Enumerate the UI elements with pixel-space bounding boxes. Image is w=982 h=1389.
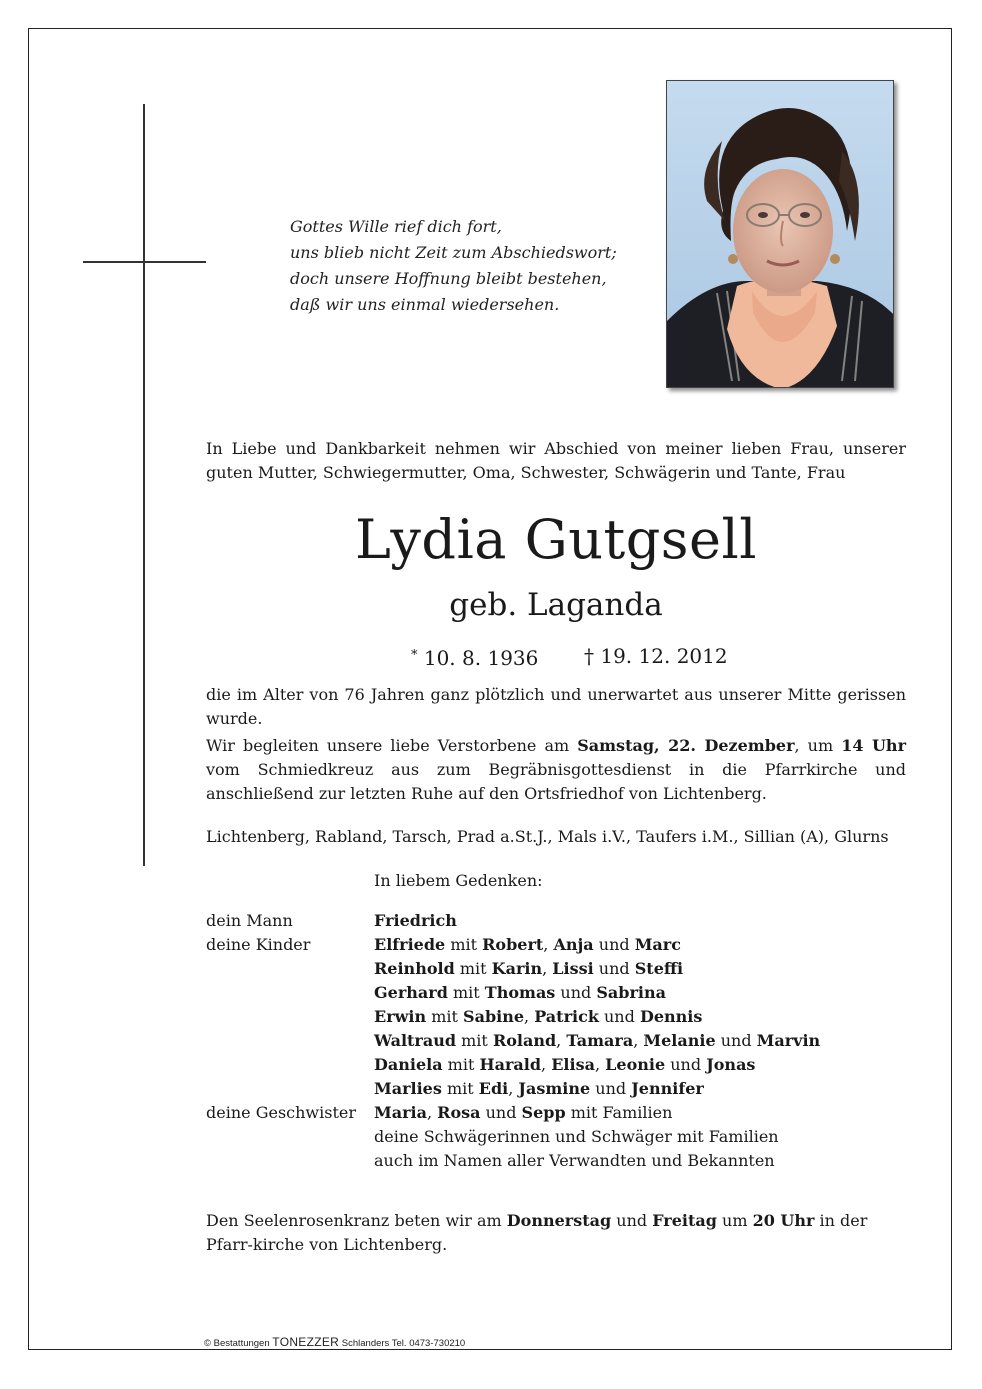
family-row-child (206, 1077, 906, 1101)
text-span: Wir begleiten unsere liebe Verstorbene am (206, 736, 578, 755)
text-span: und (611, 1211, 653, 1230)
sibling-name: Maria (374, 1103, 427, 1122)
family-value (374, 1053, 755, 1077)
family-row-child (206, 957, 906, 981)
separator: , (541, 1055, 547, 1074)
family-row-child (206, 1029, 906, 1053)
family-row-relatives (206, 1149, 906, 1173)
family-row-child (206, 1053, 906, 1077)
separator: , (633, 1031, 639, 1050)
maiden-name: geb. Laganda (449, 587, 663, 623)
connector: und (598, 959, 630, 978)
grandchild-name: Tamara (566, 1031, 634, 1050)
connector: und (670, 1055, 702, 1074)
poem-line: uns blieb nicht Zeit zum Abschiedswort; (290, 243, 617, 262)
grandchild-name: Robert (482, 935, 544, 954)
grandchild-name: Thomas (484, 983, 556, 1002)
rosary-day: Freitag (652, 1211, 717, 1230)
family-value (374, 1029, 820, 1053)
family-label: deine Kinder (206, 935, 311, 954)
connector: mit (450, 935, 478, 954)
grandchild-name: Sabrina (596, 983, 666, 1002)
portrait-illustration (667, 81, 894, 388)
family-value: deine Schwägerinnen und Schwäger mit Familien (374, 1127, 779, 1146)
connector: mit (447, 1055, 475, 1074)
child-name: Reinhold (374, 959, 455, 978)
connector: und (598, 935, 630, 954)
family-value (374, 957, 683, 981)
death-date (584, 643, 728, 669)
grandchild-name: Sabine (463, 1007, 525, 1026)
funeral-paragraph (206, 734, 906, 806)
text-span: um (716, 1211, 753, 1230)
connector: mit (431, 1007, 458, 1026)
grandchild-name: Marc (634, 935, 681, 954)
husband-name: Friedrich (374, 911, 457, 930)
family-row-siblings (206, 1101, 906, 1125)
passing-paragraph: die im Alter von 76 Jahren ganz plötzlich und unerwartet aus unserer Mitte gerissen wurde. (206, 685, 906, 728)
family-value (374, 981, 666, 1005)
grandchild-name: Edi (478, 1079, 509, 1098)
life-dates (206, 643, 906, 669)
cross-icon-vertical (143, 104, 145, 866)
family-row-child (206, 1005, 906, 1029)
family-row-child (206, 933, 906, 957)
connector: und (485, 1103, 517, 1122)
separator: , (524, 1007, 530, 1026)
grandchild-name: Leonie (605, 1055, 666, 1074)
connector: und (595, 1079, 627, 1098)
separator: , (426, 1103, 433, 1122)
family-value (374, 933, 681, 957)
death-symbol: † (584, 644, 594, 668)
portrait-photo (666, 80, 894, 388)
cross-icon-horizontal (83, 261, 206, 263)
family-row-inlaws (206, 1125, 906, 1149)
connector: mit (459, 959, 487, 978)
child-name: Erwin (374, 1007, 427, 1026)
deceased-name: Lydia Gutgsell (354, 508, 757, 571)
funeral-home-brand: TONEZZER (272, 1335, 340, 1349)
rosary-time: 20 Uhr (752, 1211, 815, 1230)
grandchild-name: Patrick (534, 1007, 599, 1026)
sibling-name: Rosa (437, 1103, 481, 1122)
connector: mit (452, 983, 480, 1002)
text-span: , um (794, 736, 842, 755)
family-row-husband (206, 909, 906, 933)
child-name: Marlies (374, 1079, 442, 1098)
connector: und (720, 1031, 752, 1050)
funeral-home-footer (204, 1335, 465, 1349)
child-name: Daniela (374, 1055, 443, 1074)
family-value (374, 1101, 672, 1125)
family-value (374, 1005, 702, 1029)
separator: , (508, 1079, 514, 1098)
sibling-name: Sepp (521, 1103, 566, 1122)
grandchild-name: Melanie (643, 1031, 716, 1050)
connector: mit (461, 1031, 488, 1050)
grandchild-name: Elisa (551, 1055, 595, 1074)
remembrance-heading: In liebem Gedenken: (374, 871, 543, 890)
separator: , (556, 1031, 562, 1050)
rosary-day: Donnerstag (506, 1211, 612, 1230)
footer-prefix: © Bestattungen (204, 1338, 270, 1349)
connector: und (604, 1007, 635, 1026)
poem-line: Gottes Wille rief dich fort, (290, 217, 502, 236)
footer-contact: Schlanders Tel. 0473-730210 (341, 1338, 466, 1349)
grandchild-name: Lissi (552, 959, 594, 978)
grandchild-name: Jasmine (518, 1079, 591, 1098)
connector: mit (446, 1079, 474, 1098)
grandchild-name: Jennifer (631, 1079, 704, 1098)
intro-text: In Liebe und Dankbarkeit nehmen wir Abschied von meiner lieben Frau, unserer guten Mutter, Schwiegermutter, Oma, Schwester, Schwägerin und Tante, Frau (206, 439, 906, 482)
grandchild-name: Harald (479, 1055, 542, 1074)
birth-date (411, 643, 538, 671)
separator: , (542, 959, 548, 978)
rosary-paragraph (206, 1209, 906, 1257)
birth-symbol: * (411, 648, 418, 663)
grandchild-name: Karin (491, 959, 543, 978)
family-row-child (206, 981, 906, 1005)
grandchild-name: Jonas (706, 1055, 756, 1074)
family-label: deine Geschwister (206, 1103, 356, 1122)
family-value (374, 909, 457, 933)
grandchild-name: Steffi (634, 959, 684, 978)
text-span: in der Pfarr-kirche von Lichtenberg. (206, 1211, 868, 1254)
family-label: dein Mann (206, 911, 293, 930)
death-date-value: 19. 12. 2012 (600, 644, 728, 668)
funeral-date: Samstag, 22. Dezember (577, 736, 795, 755)
grandchild-name: Anja (553, 935, 594, 954)
separator: , (543, 935, 549, 954)
poem-line: daß wir uns einmal wiedersehen. (290, 295, 560, 314)
places-line: Lichtenberg, Rabland, Tarsch, Prad a.St.J., Mals i.V., Taufers i.M., Sillian (A), Glurns (206, 827, 889, 846)
connector: und (560, 983, 592, 1002)
text-span: Den Seelenrosenkranz beten wir am (206, 1211, 507, 1230)
grandchild-name: Marvin (756, 1031, 821, 1050)
child-name: Waltraud (374, 1031, 457, 1050)
child-name: Elfriede (374, 935, 446, 954)
family-value: auch im Namen aller Verwandten und Bekannten (374, 1151, 775, 1170)
family-value (374, 1077, 704, 1101)
grandchild-name: Roland (492, 1031, 557, 1050)
connector: mit Familien (570, 1103, 673, 1122)
funeral-time: 14 Uhr (841, 736, 906, 755)
grandchild-name: Dennis (639, 1007, 703, 1026)
text-span: vom Schmiedkreuz aus zum Begräbnisgottesdienst in die Pfarrkirche und anschließend zur letzten Ruhe auf den Ortsfriedhof von Lichtenberg. (206, 760, 906, 803)
child-name: Gerhard (374, 983, 448, 1002)
poem (290, 214, 650, 318)
separator: , (594, 1055, 601, 1074)
poem-line: doch unsere Hoffnung bleibt bestehen, (290, 269, 607, 288)
birth-date-value: 10. 8. 1936 (423, 646, 539, 670)
